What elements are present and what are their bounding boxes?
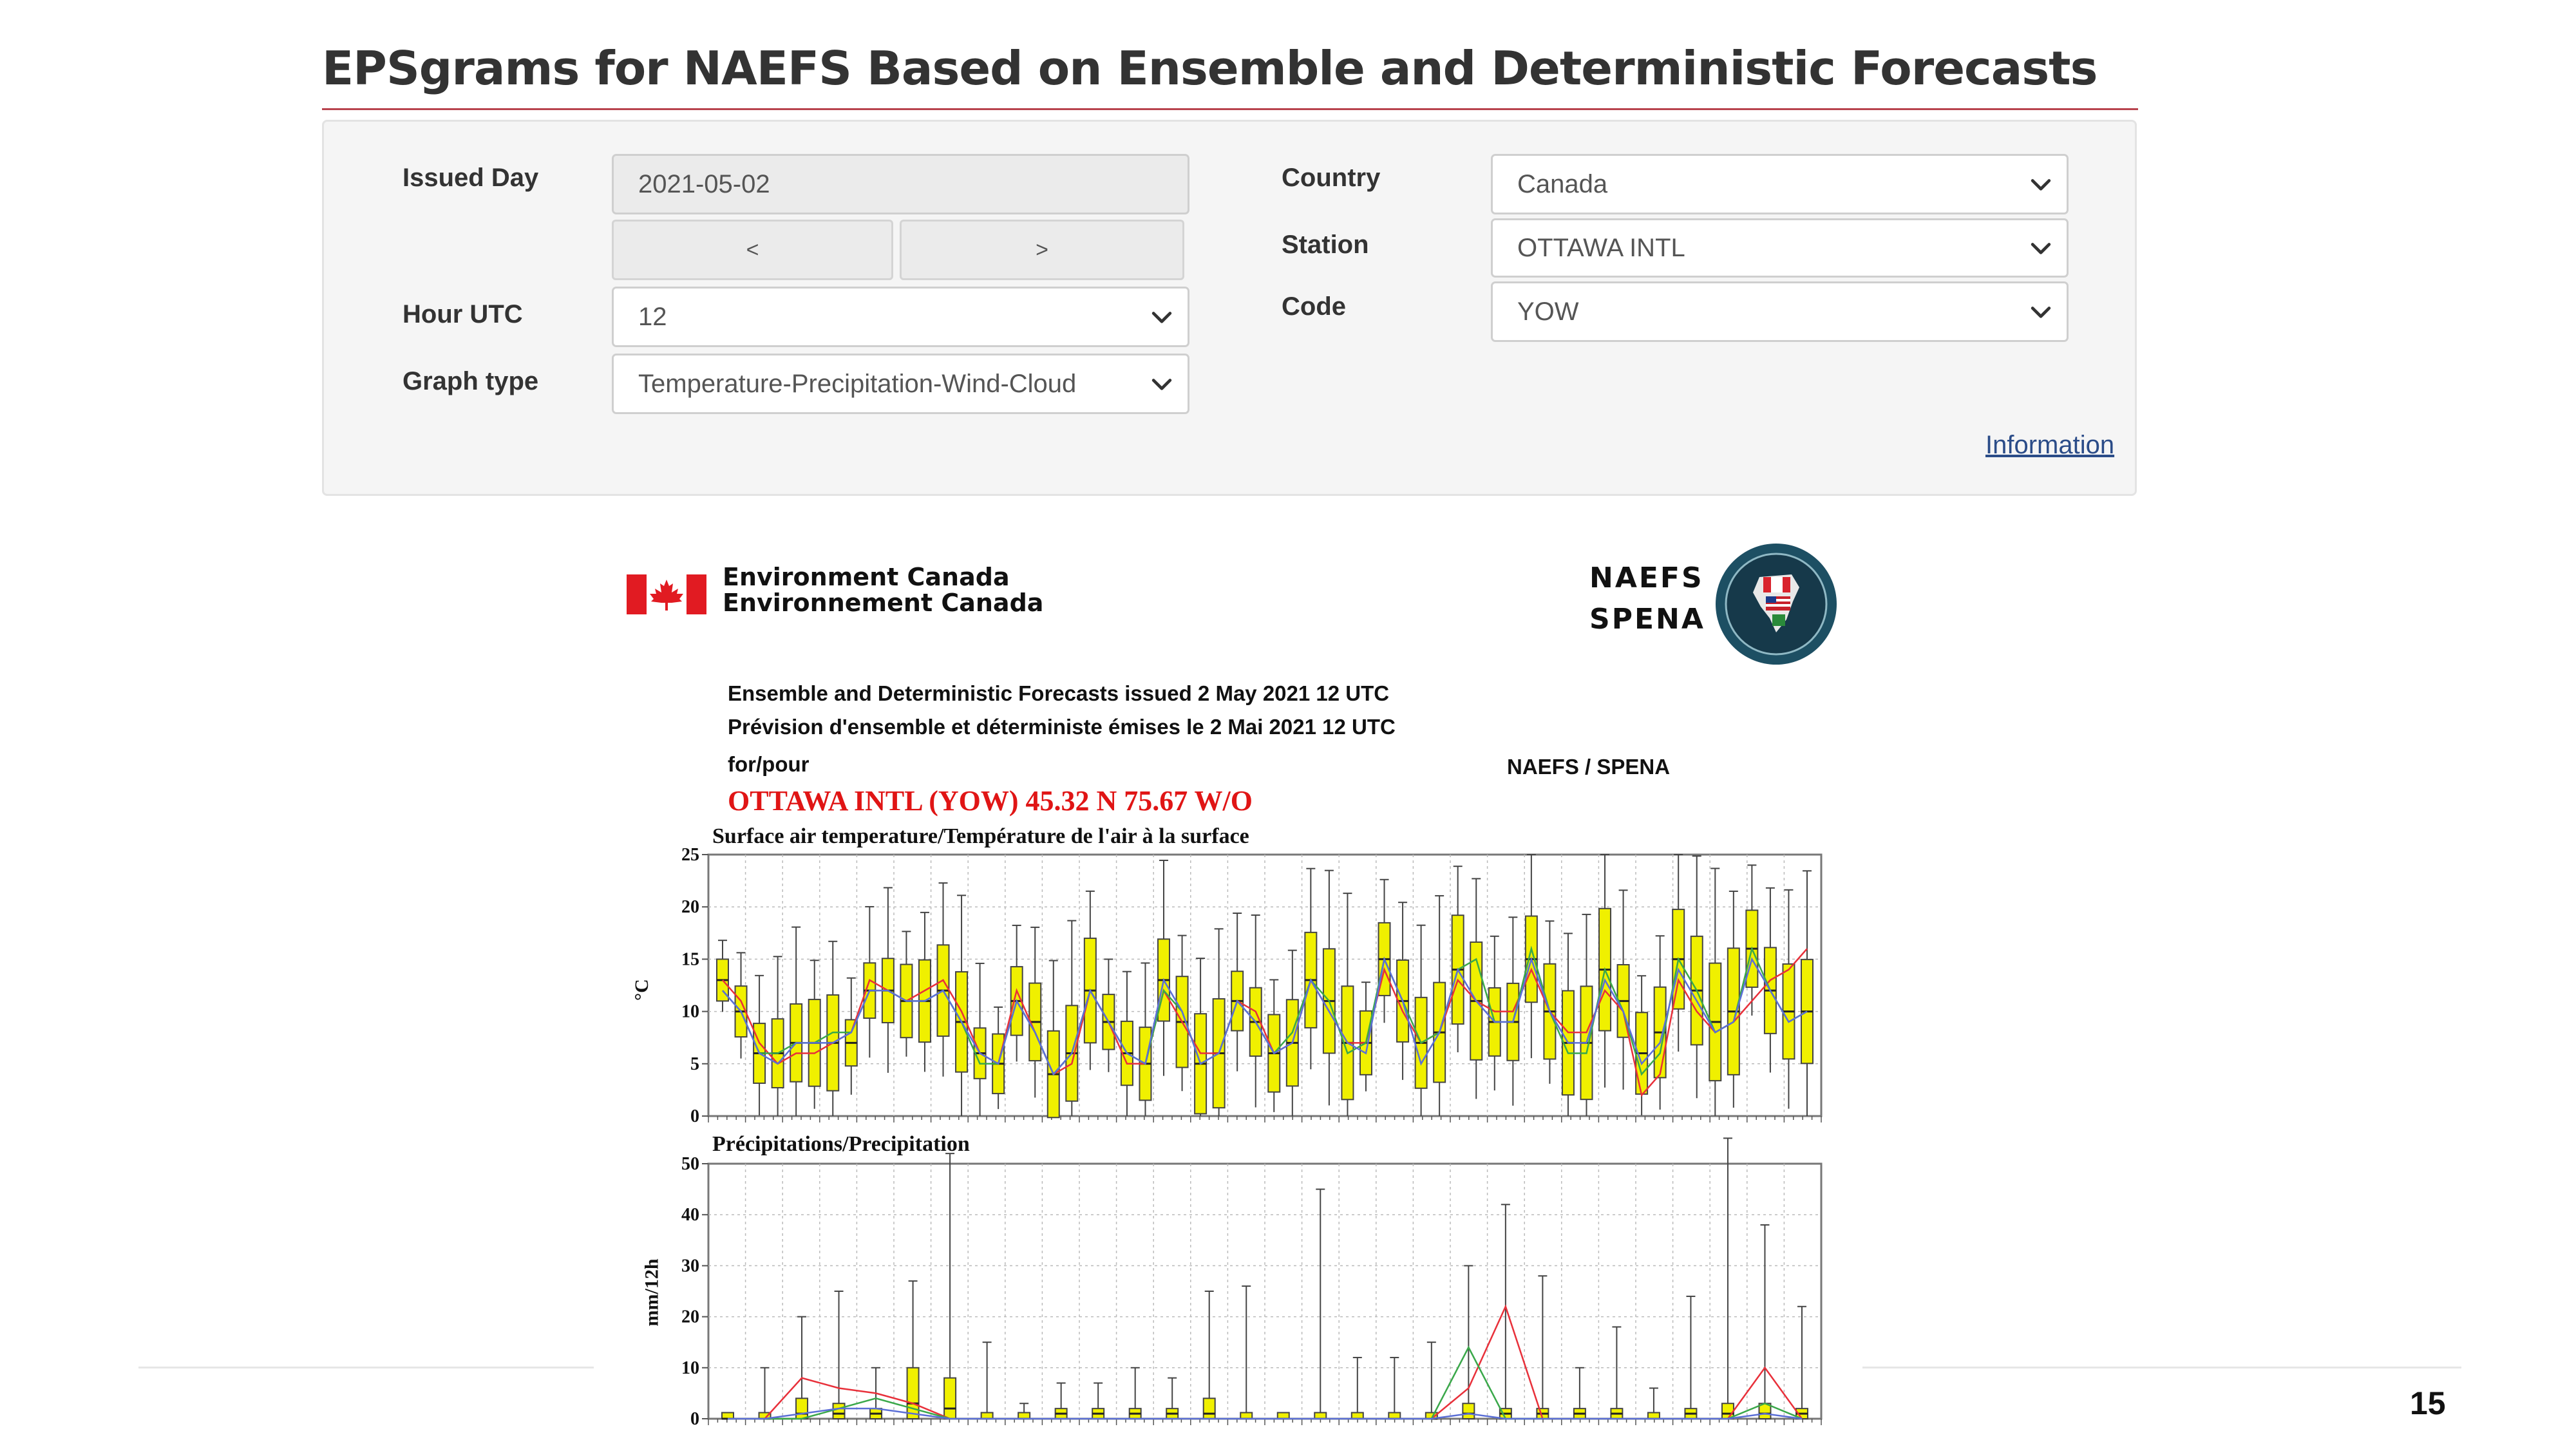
precipitation-y-label: mm/12h bbox=[641, 1258, 663, 1327]
issued-line-en: Ensemble and Deterministic Forecasts issued 2 May 2021 12 UTC bbox=[728, 681, 1390, 705]
chevron-down-icon bbox=[2027, 170, 2055, 198]
code-label: Code bbox=[1282, 292, 1346, 321]
page-title: EPSgrams for NAEFS Based on Ensemble and Deterministic Forecasts bbox=[322, 41, 2098, 95]
title-rule bbox=[322, 108, 2138, 110]
for-pour-label: for/pour bbox=[728, 752, 810, 776]
footer-rule-right bbox=[1862, 1367, 2461, 1368]
station-select[interactable] bbox=[1491, 218, 2069, 278]
box bbox=[833, 1403, 845, 1419]
footer-rule-left bbox=[138, 1367, 594, 1368]
y-tick-label: 20 bbox=[681, 897, 699, 918]
naefs-label: NAEFS bbox=[1589, 562, 1704, 594]
graph-type-select[interactable] bbox=[612, 354, 1189, 414]
station-coordinates: OTTAWA INTL (YOW) 45.32 N 75.67 W/O bbox=[728, 785, 1253, 817]
chevron-down-icon bbox=[1148, 370, 1176, 398]
y-tick-label: 20 bbox=[681, 1307, 699, 1327]
y-tick-label: 10 bbox=[681, 1001, 699, 1022]
box bbox=[944, 1378, 956, 1419]
box bbox=[1463, 1403, 1474, 1419]
naefs-spena-label: NAEFS / SPENA bbox=[1507, 755, 1671, 779]
country-label: Country bbox=[1282, 164, 1381, 192]
form-panel bbox=[322, 120, 2137, 496]
graph-type-label: Graph type bbox=[402, 367, 539, 395]
chevron-down-icon bbox=[1148, 303, 1176, 331]
box bbox=[907, 1368, 919, 1419]
y-tick-label: 15 bbox=[681, 949, 699, 970]
station-label: Station bbox=[1282, 231, 1369, 259]
issued-day-label: Issued Day bbox=[402, 164, 539, 192]
country-value: Canada bbox=[1517, 169, 1608, 198]
information-link[interactable]: Information bbox=[1985, 431, 2115, 459]
precipitation-chart-title: Précipitations/Precipitation bbox=[712, 1132, 970, 1156]
naefs-seal-logo bbox=[1714, 542, 1838, 666]
country-select[interactable] bbox=[1491, 154, 2069, 214]
slide-number: 15 bbox=[2410, 1385, 2446, 1421]
y-tick-label: 30 bbox=[681, 1256, 699, 1276]
issued-line-fr: Prévision d'ensemble et déterministe émises le 2 Mai 2021 12 UTC bbox=[728, 715, 1396, 739]
agency-name-en: Environment Canada bbox=[723, 563, 1010, 591]
hour-utc-select[interactable] bbox=[612, 287, 1189, 347]
chevron-down-icon bbox=[2027, 234, 2055, 262]
y-tick-label: 10 bbox=[681, 1358, 699, 1378]
temperature-chart-title: Surface air temperature/Température de l'air à la surface bbox=[712, 824, 1249, 848]
y-tick-label: 50 bbox=[681, 1154, 699, 1174]
y-tick-label: 0 bbox=[690, 1409, 699, 1429]
precipitation-chart bbox=[681, 1154, 1823, 1433]
next-day-button[interactable]: > bbox=[900, 220, 1184, 280]
station-value: OTTAWA INTL bbox=[1517, 233, 1685, 262]
issued-day-input[interactable]: 2021-05-02 bbox=[612, 154, 1189, 214]
y-tick-label: 5 bbox=[690, 1054, 699, 1074]
code-select[interactable] bbox=[1491, 281, 2069, 342]
hour-utc-label: Hour UTC bbox=[402, 300, 523, 328]
spena-label: SPENA bbox=[1589, 603, 1705, 636]
canada-flag-icon bbox=[627, 574, 706, 614]
y-tick-label: 0 bbox=[690, 1106, 699, 1126]
hour-utc-value: 12 bbox=[638, 302, 667, 331]
agency-name-fr: Environnement Canada bbox=[723, 589, 1044, 617]
y-tick-label: 25 bbox=[681, 845, 699, 865]
temperature-y-label: °C bbox=[630, 979, 652, 1001]
y-tick-label: 40 bbox=[681, 1205, 699, 1226]
chevron-down-icon bbox=[2027, 298, 2055, 326]
graph-type-value: Temperature-Precipitation-Wind-Cloud bbox=[638, 369, 1077, 398]
code-value: YOW bbox=[1517, 297, 1579, 326]
box bbox=[796, 1398, 808, 1419]
box bbox=[1204, 1398, 1215, 1419]
prev-day-button[interactable]: < bbox=[612, 220, 893, 280]
temperature-chart bbox=[681, 845, 1823, 1130]
